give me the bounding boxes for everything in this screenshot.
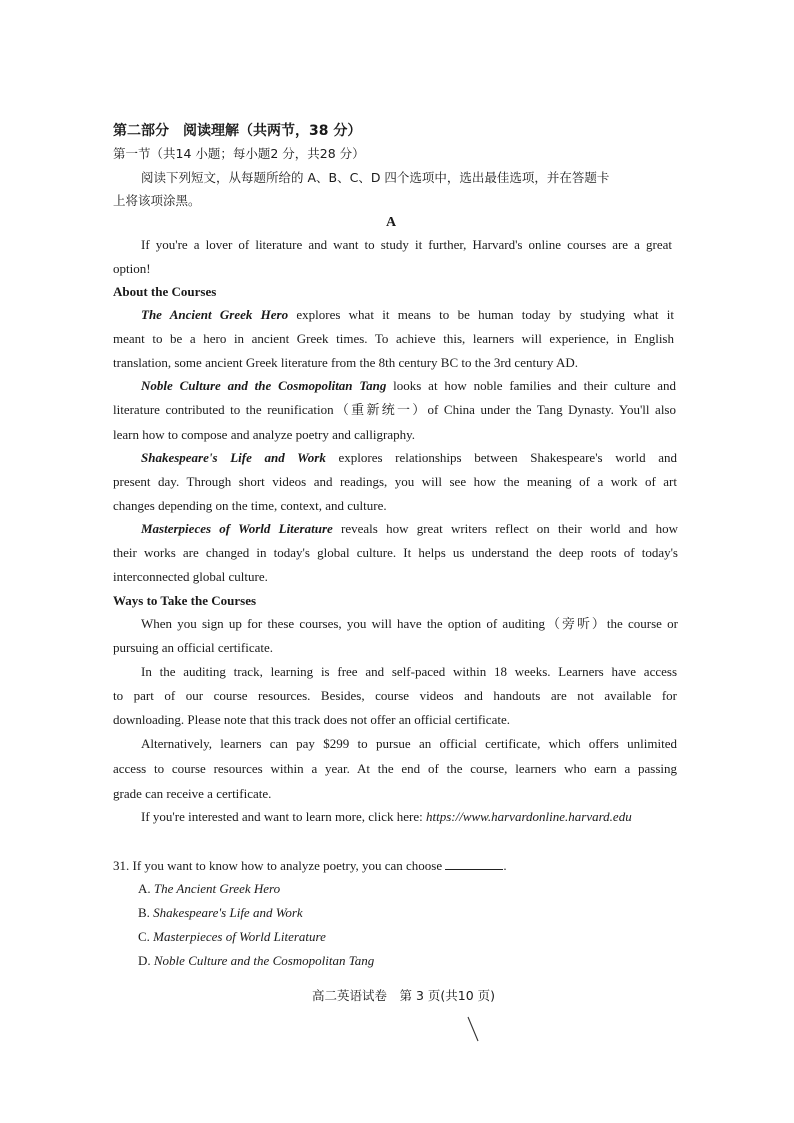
question-number: 31. — [113, 858, 130, 873]
course-3-line-2: present day. Through short videos and readings, you will see how the meaning of a work of art — [113, 474, 677, 489]
answer-blank — [445, 858, 503, 870]
ways-2-line-3: downloading. Please note that this track does not offer an official certificate. — [113, 712, 510, 727]
intro-line-2: option! — [113, 261, 151, 276]
ways-3-line-1: Alternatively, learners can pay $299 to pursue an official certificate, which offers unlimited — [141, 736, 677, 751]
course-1-line-3: translation, some ancient Greek literature from the 8th century BC to the 3rd century AD. — [113, 355, 578, 370]
course-4-line-2: their works are changed in today's global culture. It helps us understand the deep roots of today's — [113, 545, 678, 560]
course-4-title: Masterpieces of World Literature — [141, 521, 333, 536]
passage-letter: A — [386, 215, 397, 230]
instruction-line-1: 阅读下列短文，从每题所给的 A、B、C、D 四个选项中，选出最佳选项，并在答题卡 — [141, 170, 610, 185]
course-3-title: Shakespeare's Life and Work — [141, 450, 326, 465]
ways-1-line-1: When you sign up for these courses, you will have the option of auditing（旁听）the course or — [141, 616, 678, 631]
course-1-title: The Ancient Greek Hero — [141, 307, 289, 322]
ways-1-line-2: pursuing an official certificate. — [113, 640, 274, 655]
option-d: D. Noble Culture and the Cosmopolitan Tang — [138, 953, 375, 968]
pen-stroke-mark — [466, 1016, 480, 1042]
question-stem: 31. If you want to know how to analyze poetry, you can choose . — [113, 858, 507, 873]
subsection-title: 第一节（共14 小题；每小题2 分，共28 分） — [113, 146, 365, 161]
ways-heading: Ways to Take the Courses — [113, 593, 257, 608]
course-2-line-2: literature contributed to the reunification（重新统一）of China under the Tang Dynasty. You'll also — [113, 402, 676, 417]
course-2-line-3: learn how to compose and analyze poetry and calligraphy. — [113, 427, 416, 442]
about-heading: About the Courses — [113, 284, 217, 299]
course-1-line-1: The Ancient Greek Hero explores what it means to be human today by studying what it — [141, 307, 674, 322]
ways-3-line-3: grade can receive a certificate. — [113, 786, 272, 801]
intro-line-1: If you're a lover of literature and want to study it further, Harvard's online courses are a great — [141, 237, 672, 252]
page-footer: 高二英语试卷 第 3 页(共10 页) — [312, 988, 496, 1003]
course-4-line-3: interconnected global culture. — [113, 569, 268, 584]
ways-3-line-2: access to course resources within a year. At the end of the course, learners who earn a passing — [113, 761, 677, 776]
course-2-line-1: Noble Culture and the Cosmopolitan Tang looks at how noble families and their culture and — [141, 378, 676, 393]
ways-2-line-1: In the auditing track, learning is free and self-paced within 18 weeks. Learners have access — [141, 664, 677, 679]
course-2-title: Noble Culture and the Cosmopolitan Tang — [141, 378, 387, 393]
course-url-link[interactable]: https://www.harvardonline.harvard.edu — [425, 809, 632, 824]
course-3-line-3: changes depending on the time, context, and culture. — [113, 498, 387, 513]
course-3-line-1: Shakespeare's Life and Work explores relationships between Shakespeare's world and — [141, 450, 677, 465]
instruction-line-2: 上将该项涂黑。 — [113, 193, 201, 208]
ways-2-line-2: to part of our course resources. Besides, course videos and handouts are not available for — [113, 688, 677, 703]
option-b: B. Shakespeare's Life and Work — [138, 905, 303, 920]
course-1-line-2: meant to be a hero in ancient Greek times. To achieve this, learners will experience, in English — [113, 331, 674, 346]
course-4-line-1: Masterpieces of World Literature reveals how great writers reflect on their world and how — [141, 521, 678, 536]
more-info-line: If you're interested and want to learn more, click here: https://www.harvardonline.harvard.edu — [141, 809, 632, 824]
part-title: 第二部分 阅读理解（共两节，38 分） — [113, 123, 362, 139]
option-a: A. The Ancient Greek Hero — [138, 881, 281, 896]
option-c: C. Masterpieces of World Literature — [138, 929, 326, 944]
